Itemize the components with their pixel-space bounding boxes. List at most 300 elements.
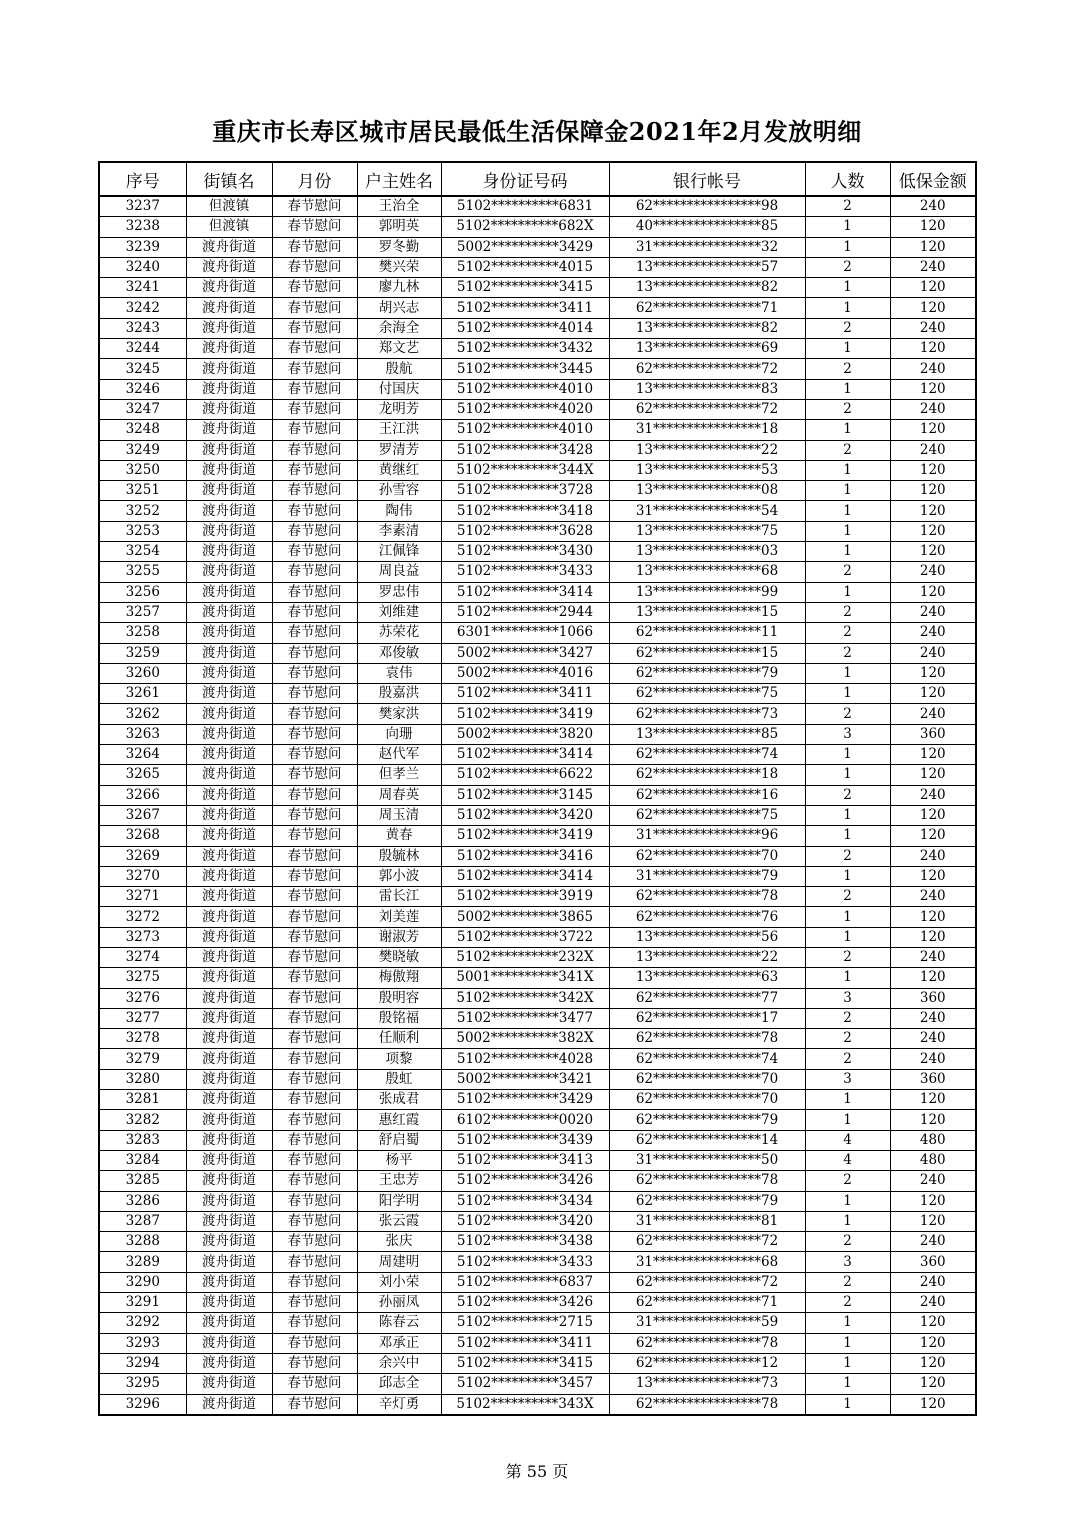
col-town-cell: 渡舟街道	[186, 1394, 272, 1415]
col-id-number-cell: 5102**********3416	[441, 846, 609, 866]
col-persons-cell: 2	[805, 1171, 890, 1191]
table-row	[99, 1090, 976, 1110]
col-id-number-cell: 5102**********3432	[441, 339, 609, 359]
table-row	[99, 1191, 976, 1211]
col-amount-cell: 360	[890, 1252, 976, 1272]
table-row	[99, 684, 976, 704]
col-town-cell: 渡舟街道	[186, 521, 272, 541]
col-persons-cell: 1	[805, 826, 890, 846]
col-persons-cell: 1	[805, 1090, 890, 1110]
col-persons-cell: 1	[805, 420, 890, 440]
col-month-cell: 春节慰问	[272, 1394, 357, 1415]
col-amount-cell: 240	[890, 562, 976, 582]
col-persons-cell: 1	[805, 460, 890, 480]
col-town-cell: 渡舟街道	[186, 643, 272, 663]
col-persons-cell: 1	[805, 278, 890, 298]
col-bank-account-cell: 31****************96	[609, 826, 805, 846]
col-persons-cell: 1	[805, 481, 890, 501]
col-seq-cell: 3283	[99, 1130, 186, 1150]
col-town-cell: 渡舟街道	[186, 237, 272, 257]
col-householder-cell: 梅傲翔	[357, 968, 441, 988]
col-id-number-cell: 5102**********3420	[441, 1211, 609, 1231]
col-month-cell: 春节慰问	[272, 501, 357, 521]
col-month-cell: 春节慰问	[272, 684, 357, 704]
col-seq-cell: 3268	[99, 826, 186, 846]
col-persons-cell: 1	[805, 1211, 890, 1231]
col-id-number-cell: 5102**********342X	[441, 988, 609, 1008]
col-persons-cell: 1	[805, 1191, 890, 1211]
col-town-cell: 渡舟街道	[186, 298, 272, 318]
col-amount-cell: 120	[890, 481, 976, 501]
col-seq-cell: 3295	[99, 1374, 186, 1394]
col-persons-cell: 1	[805, 501, 890, 521]
col-amount-cell: 120	[890, 339, 976, 359]
col-town-cell: 渡舟街道	[186, 278, 272, 298]
col-seq-cell: 3282	[99, 1110, 186, 1130]
table-row	[99, 237, 976, 257]
col-bank-account-cell: 13****************57	[609, 257, 805, 277]
col-bank-account-cell: 62****************70	[609, 1069, 805, 1089]
col-householder-cell: 向珊	[357, 724, 441, 744]
col-id-number-cell: 5002**********3820	[441, 724, 609, 744]
col-month-cell: 春节慰问	[272, 1130, 357, 1150]
col-householder-cell: 周春英	[357, 785, 441, 805]
col-householder-cell: 孙雪容	[357, 481, 441, 501]
col-town-cell: 渡舟街道	[186, 1252, 272, 1272]
col-persons-cell: 1	[805, 1374, 890, 1394]
col-bank-account-cell: 62****************78	[609, 1171, 805, 1191]
col-seq-cell: 3263	[99, 724, 186, 744]
col-town-cell: 渡舟街道	[186, 359, 272, 379]
col-persons-cell: 2	[805, 1008, 890, 1028]
col-seq-cell: 3244	[99, 339, 186, 359]
col-persons-cell: 1	[805, 765, 890, 785]
col-month-cell: 春节慰问	[272, 846, 357, 866]
col-amount-cell: 480	[890, 1150, 976, 1170]
col-bank-account-cell: 62****************12	[609, 1353, 805, 1373]
col-seq-cell: 3266	[99, 785, 186, 805]
col-bank-account-cell: 62****************74	[609, 1049, 805, 1069]
col-persons-cell: 2	[805, 1293, 890, 1313]
col-town-cell: 但渡镇	[186, 196, 272, 217]
col-id-number-cell: 5102**********3428	[441, 440, 609, 460]
col-town-cell: 渡舟街道	[186, 1374, 272, 1394]
col-householder-cell: 袁伟	[357, 663, 441, 683]
col-bank-account-cell: 13****************99	[609, 582, 805, 602]
col-persons-cell: 2	[805, 704, 890, 724]
col-amount-cell: 240	[890, 785, 976, 805]
col-month-cell: 春节慰问	[272, 602, 357, 622]
col-month-cell: 春节慰问	[272, 805, 357, 825]
col-amount-cell: 240	[890, 318, 976, 338]
col-bank-account-cell: 62****************74	[609, 745, 805, 765]
col-householder-cell: 阳学明	[357, 1191, 441, 1211]
col-town-cell: 渡舟街道	[186, 1232, 272, 1252]
col-amount-cell: 240	[890, 257, 976, 277]
col-bank-account-cell: 13****************08	[609, 481, 805, 501]
col-amount-cell: 120	[890, 501, 976, 521]
col-persons-cell: 1	[805, 1394, 890, 1415]
table-row	[99, 481, 976, 501]
col-seq-cell: 3262	[99, 704, 186, 724]
col-town-cell: 渡舟街道	[186, 379, 272, 399]
table-row	[99, 602, 976, 622]
col-id-number-cell: 5102**********3722	[441, 927, 609, 947]
col-bank-account-cell: 62****************75	[609, 684, 805, 704]
col-bank-account-cell: 31****************59	[609, 1313, 805, 1333]
col-town-cell: 渡舟街道	[186, 947, 272, 967]
col-seq-cell: 3254	[99, 542, 186, 562]
col-householder-cell: 周良益	[357, 562, 441, 582]
col-bank-account-cell: 62****************78	[609, 887, 805, 907]
table-row	[99, 1252, 976, 1272]
col-amount-cell: 120	[890, 1191, 976, 1211]
table-row	[99, 785, 976, 805]
col-id-number-cell: 5102**********232X	[441, 947, 609, 967]
header-col-householder: 户主姓名	[357, 162, 441, 196]
col-amount-cell: 120	[890, 1333, 976, 1353]
col-seq-cell: 3267	[99, 805, 186, 825]
col-bank-account-cell: 13****************69	[609, 339, 805, 359]
col-householder-cell: 江佩锋	[357, 542, 441, 562]
col-id-number-cell: 5102**********3426	[441, 1171, 609, 1191]
col-seq-cell: 3265	[99, 765, 186, 785]
col-id-number-cell: 5102**********682X	[441, 217, 609, 237]
col-householder-cell: 邱志全	[357, 1374, 441, 1394]
col-householder-cell: 胡兴志	[357, 298, 441, 318]
table-row	[99, 663, 976, 683]
col-seq-cell: 3291	[99, 1293, 186, 1313]
col-householder-cell: 谢淑芳	[357, 927, 441, 947]
col-town-cell: 渡舟街道	[186, 542, 272, 562]
col-bank-account-cell: 62****************78	[609, 1029, 805, 1049]
col-town-cell: 渡舟街道	[186, 927, 272, 947]
table-row	[99, 947, 976, 967]
col-month-cell: 春节慰问	[272, 663, 357, 683]
col-amount-cell: 120	[890, 298, 976, 318]
col-bank-account-cell: 13****************68	[609, 562, 805, 582]
col-bank-account-cell: 40****************85	[609, 217, 805, 237]
col-bank-account-cell: 62****************76	[609, 907, 805, 927]
table-row	[99, 562, 976, 582]
col-id-number-cell: 5102**********3445	[441, 359, 609, 379]
col-seq-cell: 3248	[99, 420, 186, 440]
col-id-number-cell: 5102**********3411	[441, 298, 609, 318]
col-bank-account-cell: 62****************17	[609, 1008, 805, 1028]
col-town-cell: 渡舟街道	[186, 1191, 272, 1211]
col-amount-cell: 120	[890, 278, 976, 298]
col-amount-cell: 120	[890, 826, 976, 846]
col-seq-cell: 3249	[99, 440, 186, 460]
table-row	[99, 521, 976, 541]
page-number: 第 55 页	[505, 1462, 569, 1481]
col-town-cell: 渡舟街道	[186, 988, 272, 1008]
col-seq-cell: 3278	[99, 1029, 186, 1049]
col-seq-cell: 3277	[99, 1008, 186, 1028]
col-persons-cell: 1	[805, 542, 890, 562]
col-amount-cell: 120	[890, 805, 976, 825]
col-id-number-cell: 5102**********3430	[441, 542, 609, 562]
table-row	[99, 1171, 976, 1191]
col-seq-cell: 3270	[99, 866, 186, 886]
table-row	[99, 542, 976, 562]
table-row	[99, 704, 976, 724]
col-seq-cell: 3285	[99, 1171, 186, 1191]
col-id-number-cell: 6301**********1066	[441, 623, 609, 643]
col-id-number-cell: 5102**********3429	[441, 1090, 609, 1110]
col-month-cell: 春节慰问	[272, 745, 357, 765]
col-amount-cell: 240	[890, 947, 976, 967]
table-row	[99, 724, 976, 744]
table-row	[99, 988, 976, 1008]
col-householder-cell: 龙明芳	[357, 399, 441, 419]
col-town-cell: 渡舟街道	[186, 1272, 272, 1292]
col-town-cell: 渡舟街道	[186, 318, 272, 338]
col-householder-cell: 罗冬勤	[357, 237, 441, 257]
col-month-cell: 春节慰问	[272, 1353, 357, 1373]
col-householder-cell: 殷明容	[357, 988, 441, 1008]
col-bank-account-cell: 13****************75	[609, 521, 805, 541]
table-row	[99, 1374, 976, 1394]
col-month-cell: 春节慰问	[272, 927, 357, 947]
col-id-number-cell: 5102**********2715	[441, 1313, 609, 1333]
col-seq-cell: 3255	[99, 562, 186, 582]
col-month-cell: 春节慰问	[272, 1252, 357, 1272]
col-month-cell: 春节慰问	[272, 907, 357, 927]
col-town-cell: 渡舟街道	[186, 1069, 272, 1089]
col-householder-cell: 但孝兰	[357, 765, 441, 785]
col-persons-cell: 2	[805, 947, 890, 967]
payment-ledger-table	[98, 161, 977, 1416]
table-row	[99, 1049, 976, 1069]
table-row	[99, 1232, 976, 1252]
col-amount-cell: 120	[890, 745, 976, 765]
col-persons-cell: 3	[805, 988, 890, 1008]
col-householder-cell: 邓俊敏	[357, 643, 441, 663]
col-id-number-cell: 5001**********341X	[441, 968, 609, 988]
col-householder-cell: 余兴中	[357, 1353, 441, 1373]
col-householder-cell: 罗忠伟	[357, 582, 441, 602]
col-town-cell: 渡舟街道	[186, 1029, 272, 1049]
col-id-number-cell: 5002**********3421	[441, 1069, 609, 1089]
col-persons-cell: 1	[805, 1110, 890, 1130]
col-amount-cell: 240	[890, 196, 976, 217]
col-id-number-cell: 5102**********343X	[441, 1394, 609, 1415]
header-col-bank-account: 银行帐号	[609, 162, 805, 196]
col-householder-cell: 樊晓敏	[357, 947, 441, 967]
table-row	[99, 826, 976, 846]
header-col-id-number: 身份证号码	[441, 162, 609, 196]
col-amount-cell: 120	[890, 217, 976, 237]
col-id-number-cell: 5102**********3434	[441, 1191, 609, 1211]
col-householder-cell: 殷铭福	[357, 1008, 441, 1028]
col-bank-account-cell: 62****************72	[609, 359, 805, 379]
col-month-cell: 春节慰问	[272, 724, 357, 744]
col-amount-cell: 120	[890, 237, 976, 257]
col-householder-cell: 邓承正	[357, 1333, 441, 1353]
col-bank-account-cell: 62****************11	[609, 623, 805, 643]
col-seq-cell: 3237	[99, 196, 186, 217]
col-month-cell: 春节慰问	[272, 988, 357, 1008]
table-row	[99, 318, 976, 338]
table-row	[99, 866, 976, 886]
col-id-number-cell: 6102**********0020	[441, 1110, 609, 1130]
col-month-cell: 春节慰问	[272, 217, 357, 237]
col-persons-cell: 1	[805, 968, 890, 988]
col-seq-cell: 3243	[99, 318, 186, 338]
col-town-cell: 渡舟街道	[186, 745, 272, 765]
col-seq-cell: 3250	[99, 460, 186, 480]
col-seq-cell: 3259	[99, 643, 186, 663]
col-id-number-cell: 5102**********3438	[441, 1232, 609, 1252]
col-id-number-cell: 5102**********6831	[441, 196, 609, 217]
col-seq-cell: 3290	[99, 1272, 186, 1292]
col-persons-cell: 1	[805, 582, 890, 602]
col-id-number-cell: 5102**********4015	[441, 257, 609, 277]
col-persons-cell: 3	[805, 1252, 890, 1272]
col-town-cell: 渡舟街道	[186, 1049, 272, 1069]
col-bank-account-cell: 31****************81	[609, 1211, 805, 1231]
col-amount-cell: 480	[890, 1130, 976, 1150]
col-town-cell: 渡舟街道	[186, 1150, 272, 1170]
col-town-cell: 渡舟街道	[186, 704, 272, 724]
col-householder-cell: 郭小波	[357, 866, 441, 886]
col-id-number-cell: 5102**********344X	[441, 460, 609, 480]
table-row	[99, 745, 976, 765]
col-bank-account-cell: 13****************63	[609, 968, 805, 988]
col-seq-cell: 3240	[99, 257, 186, 277]
col-bank-account-cell: 62****************18	[609, 765, 805, 785]
col-bank-account-cell: 62****************72	[609, 399, 805, 419]
table-row	[99, 1353, 976, 1373]
col-seq-cell: 3264	[99, 745, 186, 765]
col-id-number-cell: 5102**********3418	[441, 501, 609, 521]
col-amount-cell: 120	[890, 765, 976, 785]
col-amount-cell: 120	[890, 866, 976, 886]
col-month-cell: 春节慰问	[272, 257, 357, 277]
col-amount-cell: 120	[890, 1374, 976, 1394]
col-amount-cell: 120	[890, 684, 976, 704]
col-town-cell: 渡舟街道	[186, 399, 272, 419]
col-householder-cell: 罗清芳	[357, 440, 441, 460]
col-id-number-cell: 5102**********3439	[441, 1130, 609, 1150]
col-householder-cell: 余海全	[357, 318, 441, 338]
col-bank-account-cell: 62****************79	[609, 1110, 805, 1130]
document-title: 重庆市长寿区城市居民最低生活保障金2021年2月发放明细	[212, 117, 862, 146]
col-persons-cell: 1	[805, 684, 890, 704]
col-persons-cell: 2	[805, 785, 890, 805]
col-id-number-cell: 5102**********3145	[441, 785, 609, 805]
col-id-number-cell: 5102**********3415	[441, 1353, 609, 1373]
col-town-cell: 渡舟街道	[186, 420, 272, 440]
col-householder-cell: 张成君	[357, 1090, 441, 1110]
col-id-number-cell: 5102**********3628	[441, 521, 609, 541]
col-bank-account-cell: 13****************56	[609, 927, 805, 947]
table-row	[99, 1069, 976, 1089]
col-month-cell: 春节慰问	[272, 866, 357, 886]
col-householder-cell: 殷毓林	[357, 846, 441, 866]
col-bank-account-cell: 13****************85	[609, 724, 805, 744]
table-row	[99, 927, 976, 947]
table-row	[99, 379, 976, 399]
col-month-cell: 春节慰问	[272, 643, 357, 663]
col-householder-cell: 陈春云	[357, 1313, 441, 1333]
table-row	[99, 643, 976, 663]
col-bank-account-cell: 13****************22	[609, 947, 805, 967]
col-town-cell: 渡舟街道	[186, 1008, 272, 1028]
table-row	[99, 846, 976, 866]
col-town-cell: 渡舟街道	[186, 1211, 272, 1231]
col-town-cell: 渡舟街道	[186, 826, 272, 846]
col-householder-cell: 张云霞	[357, 1211, 441, 1231]
col-id-number-cell: 5002**********3865	[441, 907, 609, 927]
col-town-cell: 渡舟街道	[186, 481, 272, 501]
col-householder-cell: 殷嘉洪	[357, 684, 441, 704]
col-town-cell: 渡舟街道	[186, 724, 272, 744]
col-id-number-cell: 5102**********3415	[441, 278, 609, 298]
col-town-cell: 渡舟街道	[186, 501, 272, 521]
col-bank-account-cell: 31****************32	[609, 237, 805, 257]
col-month-cell: 春节慰问	[272, 1029, 357, 1049]
col-persons-cell: 2	[805, 623, 890, 643]
col-householder-cell: 樊家洪	[357, 704, 441, 724]
col-seq-cell: 3276	[99, 988, 186, 1008]
col-month-cell: 春节慰问	[272, 1150, 357, 1170]
col-id-number-cell: 5002**********3429	[441, 237, 609, 257]
col-amount-cell: 360	[890, 988, 976, 1008]
col-month-cell: 春节慰问	[272, 1090, 357, 1110]
col-persons-cell: 1	[805, 663, 890, 683]
col-householder-cell: 舒启蜀	[357, 1130, 441, 1150]
table-row	[99, 582, 976, 602]
table-row	[99, 359, 976, 379]
col-seq-cell: 3271	[99, 887, 186, 907]
table-row	[99, 257, 976, 277]
col-amount-cell: 120	[890, 927, 976, 947]
col-town-cell: 渡舟街道	[186, 602, 272, 622]
col-bank-account-cell: 62****************77	[609, 988, 805, 1008]
col-id-number-cell: 5102**********4014	[441, 318, 609, 338]
col-id-number-cell: 5102**********3414	[441, 582, 609, 602]
col-bank-account-cell: 13****************22	[609, 440, 805, 460]
col-seq-cell: 3241	[99, 278, 186, 298]
col-id-number-cell: 5002**********382X	[441, 1029, 609, 1049]
col-persons-cell: 1	[805, 339, 890, 359]
col-month-cell: 春节慰问	[272, 947, 357, 967]
col-amount-cell: 240	[890, 602, 976, 622]
col-amount-cell: 240	[890, 623, 976, 643]
col-persons-cell: 1	[805, 1333, 890, 1353]
col-seq-cell: 3281	[99, 1090, 186, 1110]
col-town-cell: 渡舟街道	[186, 257, 272, 277]
col-seq-cell: 3292	[99, 1313, 186, 1333]
col-seq-cell: 3239	[99, 237, 186, 257]
col-town-cell: 渡舟街道	[186, 1353, 272, 1373]
col-householder-cell: 孙丽凤	[357, 1293, 441, 1313]
col-town-cell: 渡舟街道	[186, 866, 272, 886]
col-month-cell: 春节慰问	[272, 318, 357, 338]
col-persons-cell: 2	[805, 196, 890, 217]
col-town-cell: 渡舟街道	[186, 623, 272, 643]
col-amount-cell: 120	[890, 1394, 976, 1415]
col-bank-account-cell: 31****************50	[609, 1150, 805, 1170]
col-householder-cell: 张庆	[357, 1232, 441, 1252]
table-header-row	[99, 162, 976, 196]
col-town-cell: 但渡镇	[186, 217, 272, 237]
col-seq-cell: 3284	[99, 1150, 186, 1170]
col-amount-cell: 240	[890, 1171, 976, 1191]
col-town-cell: 渡舟街道	[186, 968, 272, 988]
